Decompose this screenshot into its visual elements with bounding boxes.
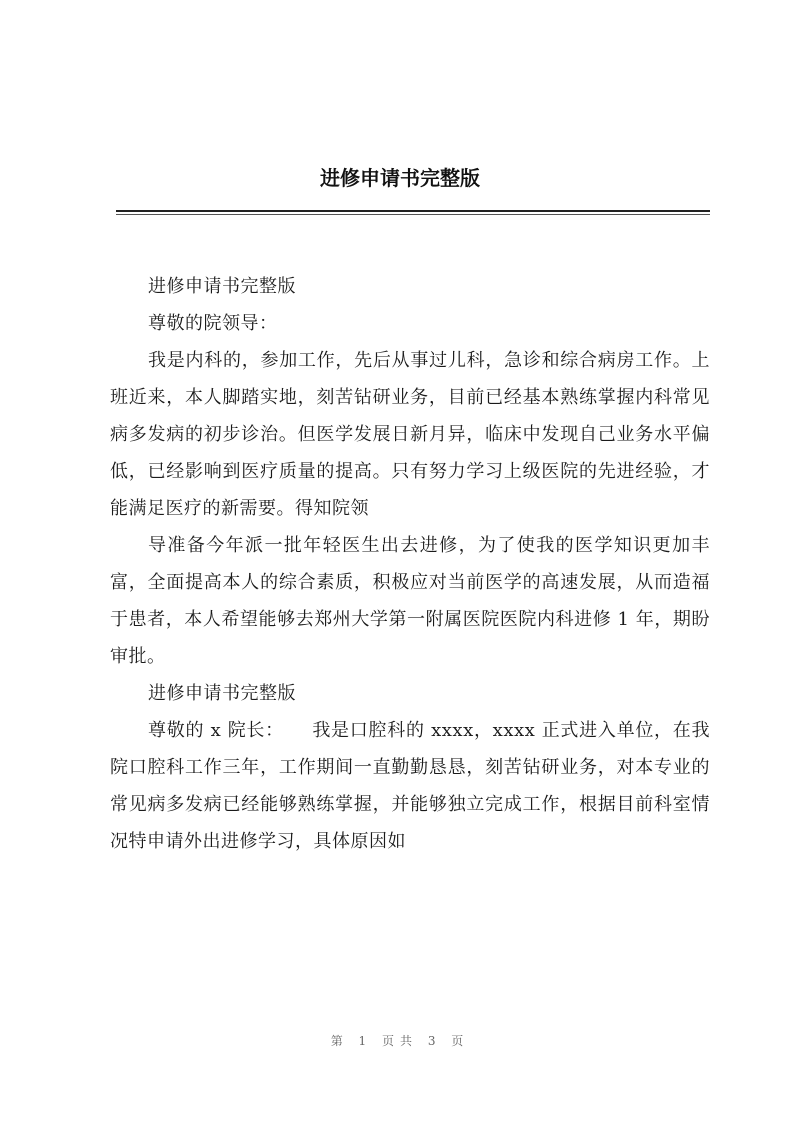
paragraph-body-2: 导准备今年派一批年轻医生出去进修，为了使我的医学知识更加丰富，全面提高本人的综合素质，积极应对当前医学的高速发展，从而造福于患者，本人希望能够去郑州大学第一附属医院医院内科进修 1 年，期盼审批。 xyxy=(110,535,710,667)
page-number-footer: 第 1 页共 3 页 xyxy=(330,1034,470,1048)
title-divider-thin xyxy=(116,214,710,215)
document-body xyxy=(110,268,710,860)
paragraph-heading-1: 进修申请书完整版 xyxy=(148,276,296,297)
paragraph-body-1: 我是内科的，参加工作，先后从事过儿科，急诊和综合病房工作。上班近来，本人脚踏实地，刻苦钻研业务，目前已经基本熟练掌握内科常见病多发病的初步诊治。但医学发展日新月异，临床中发现自己业务水平偏低，已经影响到医疗质量的提高。只有努力学习上级医院的先进经验，才能满足医疗的新需要。得知院领 xyxy=(110,350,710,519)
paragraph-body-3: 尊敬的 x 院长： 我是口腔科的 xxxx，xxxx 正式进入单位，在我院口腔科工作三年，工作期间一直勤勤恳恳，刻苦钻研业务，对本专业的常见病多发病已经能够熟练掌握，并能够独立完成工作，根据目前科室情况特申请外出进修学习，具体原因如 xyxy=(110,720,710,852)
paragraph-salutation-1: 尊敬的院领导： xyxy=(148,313,278,334)
document-title: 进修申请书完整版 xyxy=(320,166,480,190)
paragraph-heading-2: 进修申请书完整版 xyxy=(148,683,296,704)
title-divider-thick xyxy=(116,210,710,212)
